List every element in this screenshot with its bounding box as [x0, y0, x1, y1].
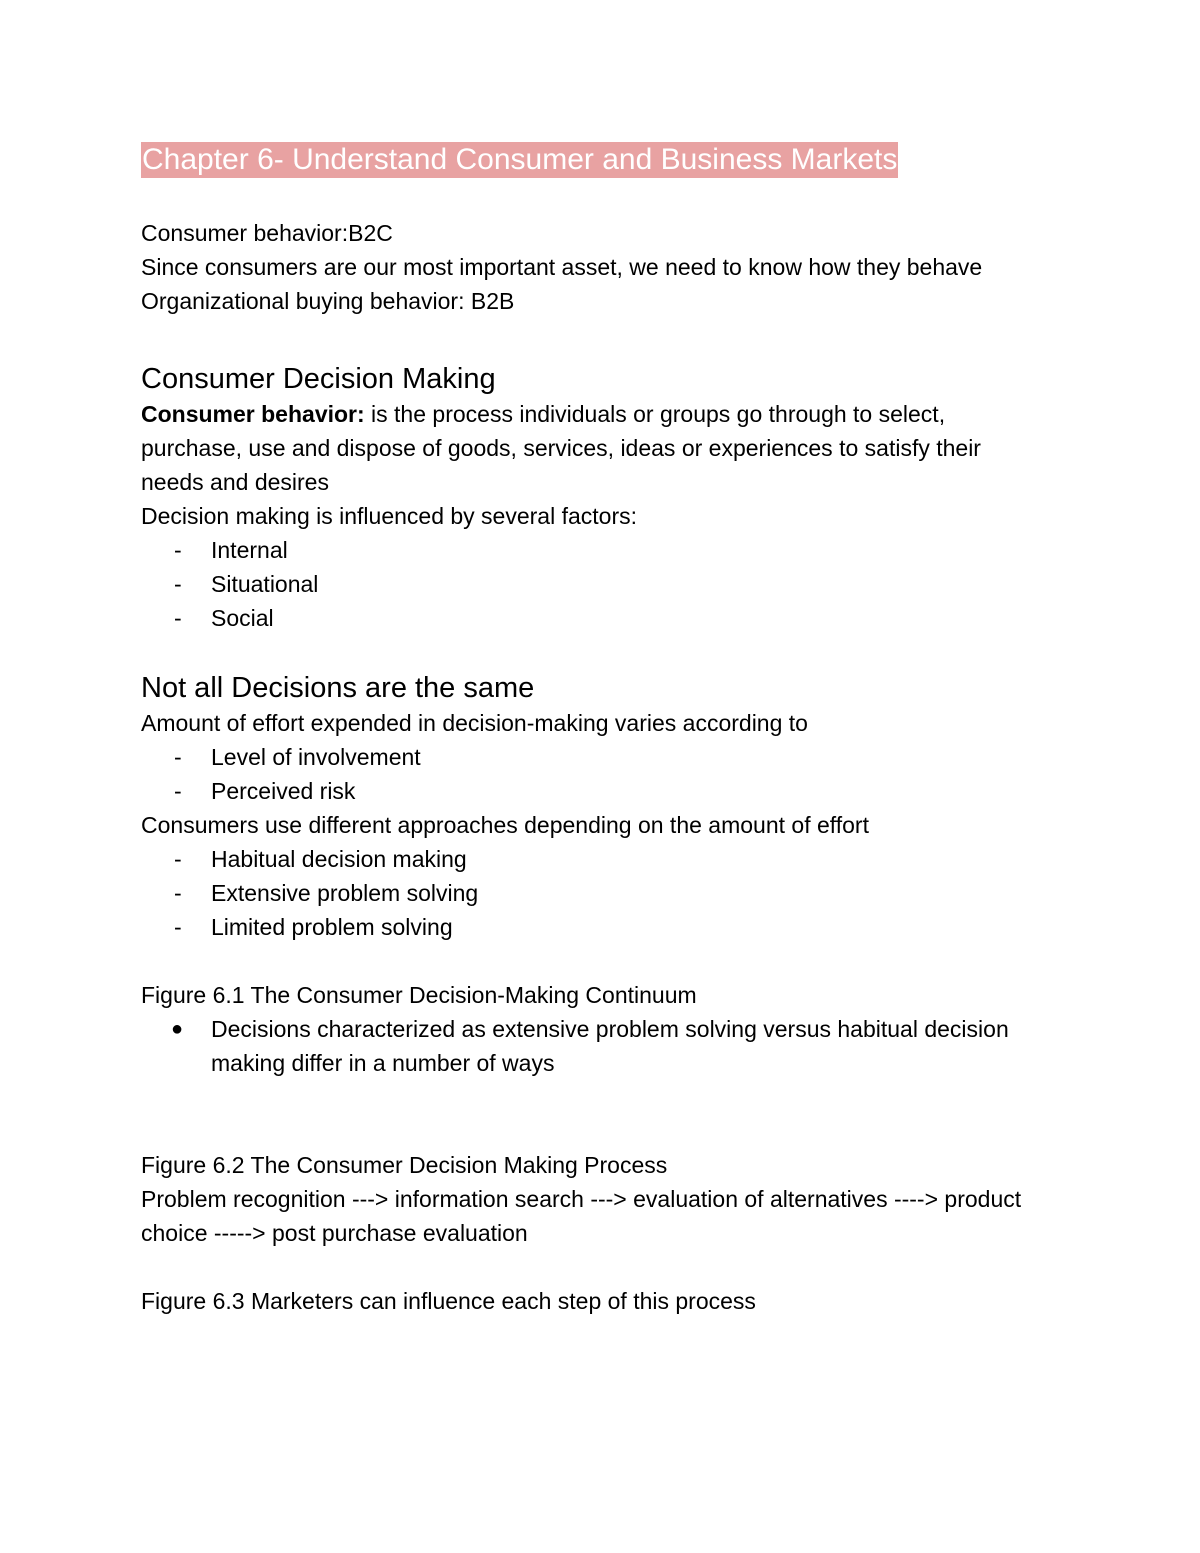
section-heading-decision-making: Consumer Decision Making: [141, 363, 496, 395]
bullet-marker: ●: [171, 1018, 184, 1040]
factors-intro: Decision making is influenced by several factors:: [141, 503, 638, 529]
list-item: - Level of involvement: [141, 740, 1061, 774]
factors-list: [141, 533, 1061, 635]
intro-line-b2c: Consumer behavior:B2C: [141, 220, 393, 246]
dash-marker: -: [174, 914, 182, 940]
definition-text: is the process individuals or groups go through to select, purchase, use and dispose of goods, services, ideas or experiences to satisfy their needs and desires: [141, 401, 981, 495]
list-item: - Internal: [141, 533, 1061, 567]
definition-term: Consumer behavior:: [141, 401, 365, 427]
figure-6-2-title: Figure 6.2 The Consumer Decision Making Process: [141, 1152, 668, 1178]
section-heading-decisions-same: Not all Decisions are the same: [141, 672, 535, 704]
figure-6-3-title: Figure 6.3 Marketers can influence each step of this process: [141, 1288, 756, 1314]
list-item: ● Decisions characterized as extensive problem solving versus habitual decision making differ in a number of ways: [141, 1012, 1011, 1080]
dash-marker: -: [174, 880, 182, 906]
figure-6-1-list: [141, 1012, 1061, 1080]
intro-line-asset: Since consumers are our most important asset, we need to know how they behave: [141, 254, 983, 280]
list-item: - Limited problem solving: [141, 910, 1061, 944]
intro-line-b2b: Organizational buying behavior: B2B: [141, 288, 515, 314]
figure-6-1-title: Figure 6.1 The Consumer Decision-Making Continuum: [141, 982, 697, 1008]
list-item: - Situational: [141, 567, 1061, 601]
effort-intro: Amount of effort expended in decision-making varies according to: [141, 710, 808, 736]
approach-intro: Consumers use different approaches depending on the amount of effort: [141, 812, 869, 838]
list-item: - Extensive problem solving: [141, 876, 1061, 910]
approach-list: [141, 842, 1061, 944]
list-item: - Perceived risk: [141, 774, 1061, 808]
dash-marker: -: [174, 778, 182, 804]
document-page: [141, 142, 1061, 1318]
dash-marker: -: [174, 846, 182, 872]
chapter-title: Chapter 6- Understand Consumer and Business Markets: [142, 143, 898, 176]
list-item: - Habitual decision making: [141, 842, 1061, 876]
figure-6-2-process: Problem recognition ---> information search ---> evaluation of alternatives ----> product choice -----> post purchase evaluation: [141, 1186, 1022, 1246]
effort-list: [141, 740, 1061, 808]
list-item: - Social: [141, 601, 1061, 635]
dash-marker: -: [174, 571, 182, 597]
consumer-behavior-definition: [141, 397, 1046, 499]
dash-marker: -: [174, 605, 182, 631]
dash-marker: -: [174, 537, 182, 563]
dash-marker: -: [174, 744, 182, 770]
